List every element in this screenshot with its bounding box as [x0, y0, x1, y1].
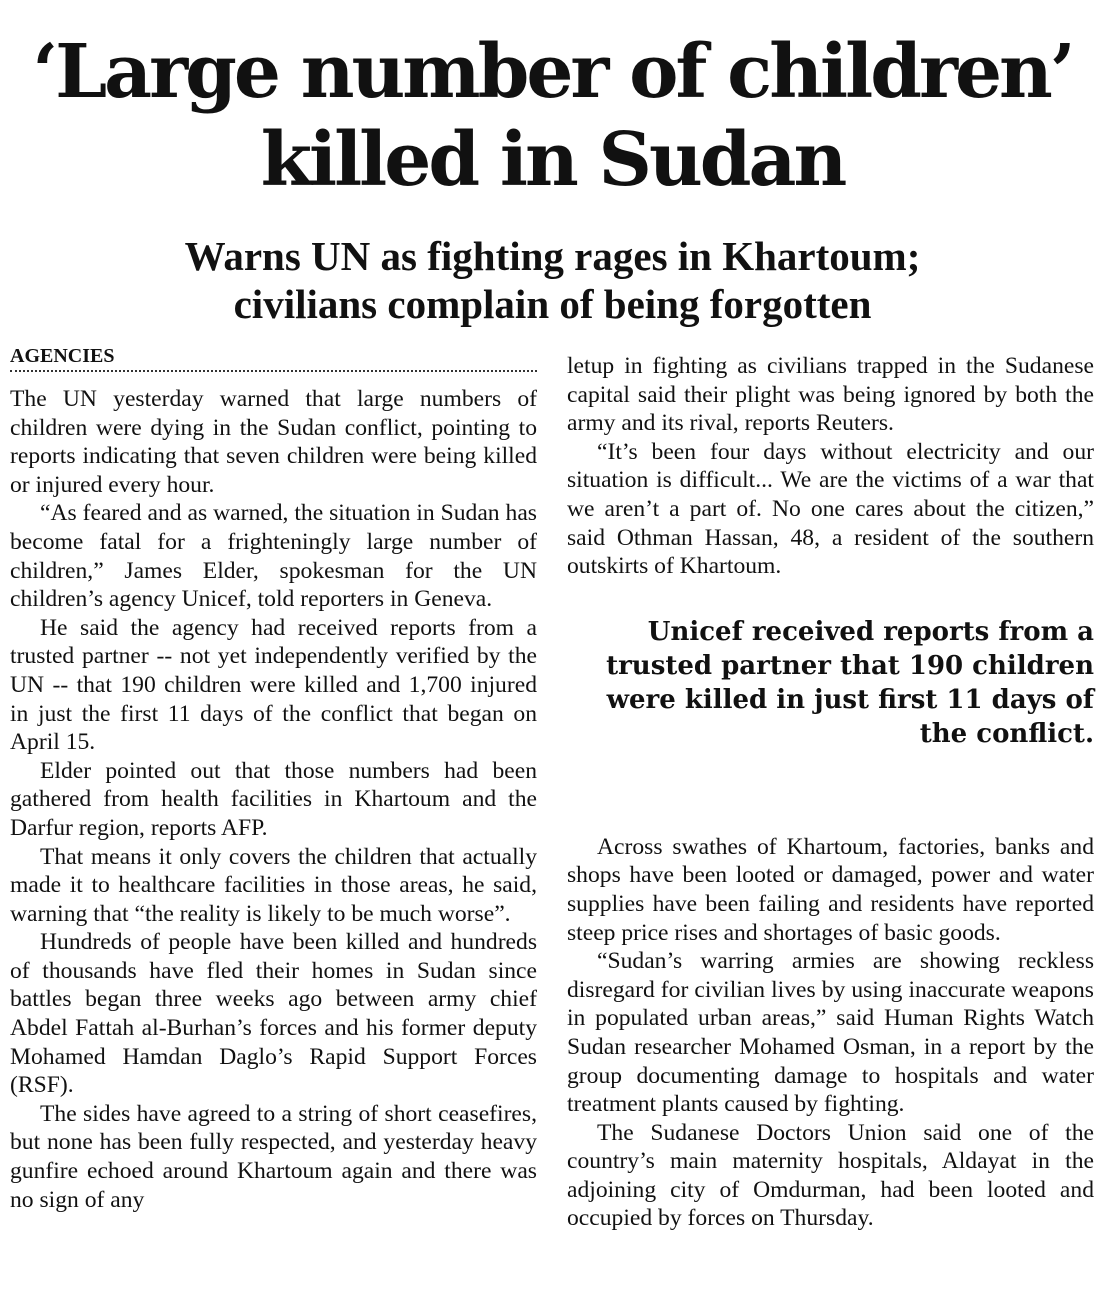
subheadline: [0, 232, 1105, 328]
headline-line-1: ‘Large number of children’: [32, 29, 1073, 115]
body-paragraph: The Sudanese Doctors Union said one of the country’s main maternity hospitals, Aldayat in the adjoining city of Omdurman, had been looted and occupied by forces on Thursday.: [567, 1119, 1094, 1232]
pull-quote: Unicef received reports from a trusted partner that 190 children were killed in just first 11 days of the conflict.: [606, 616, 1094, 749]
column-left: [10, 344, 537, 1214]
headline-line-2: killed in Sudan: [260, 117, 845, 203]
body-paragraph: “Sudan’s warring armies are showing reckless disregard for civilian lives by using inaccurate weapons in populated urban areas,” said Human Rights Watch Sudan researcher Mohamed Osman, in a report by the group documenting damage to hospitals and water treatment plants caused by fighting.: [567, 948, 1094, 1118]
column-right-lower: [567, 833, 1094, 1233]
subheadline-line-1: Warns UN as fighting rages in Khartoum;: [184, 233, 921, 279]
byline: AGENCIES: [10, 344, 537, 372]
headline: [0, 28, 1105, 204]
body-paragraph: He said the agency had received reports from a trusted partner -- not yet independently verified by the UN -- that 190 children were killed and 1,700 injured in just the first 11 days of the conflict that began on April 15.: [10, 614, 537, 756]
body-paragraph: “It’s been four days without electricity and our situation is difficult... We are the victims of a war that we aren’t a part of. No one cares about the citizen,” said Othman Hassan, 48, a resident of the southern outskirts of Khartoum.: [567, 438, 1094, 580]
body-paragraph: “As feared and as warned, the situation in Sudan has become fatal for a frighteningly large number of children,” James Elder, spokesman for the UN children’s agency Unicef, told reporters in Geneva.: [10, 500, 537, 613]
subheadline-line-2: civilians complain of being forgotten: [233, 281, 872, 327]
body-paragraph: That means it only covers the children that actually made it to healthcare facilities in those areas, he said, warning that “the reality is likely to be much worse”.: [10, 843, 537, 927]
body-paragraph: Hundreds of people have been killed and hundreds of thousands have fled their homes in Sudan since battles began three weeks ago between army chief Abdel Fattah al-Burhan’s forces and his former deputy Mohamed Hamdan Daglo’s Rapid Support Forces (RSF).: [10, 929, 537, 1099]
body-paragraph: letup in fighting as civilians trapped in the Sudanese capital said their plight was being ignored by both the army and its rival, reports Reuters.: [567, 353, 1094, 437]
body-paragraph: The UN yesterday warned that large numbers of children were dying in the Sudan conflict, pointing to reports indicating that seven children were being killed or injured every hour.: [10, 386, 537, 498]
body-paragraph: The sides have agreed to a string of short ceasefires, but none has been fully respected, and yesterday heavy gunfire echoed around Khartoum again and there was no sign of any: [10, 1100, 537, 1213]
body-paragraph: Across swathes of Khartoum, factories, banks and shops have been looted or damaged, power and water supplies have been failing and residents have reported steep price rises and shortages of basic goods.: [567, 833, 1094, 946]
column-right: [567, 352, 1094, 1233]
body-paragraph: Elder pointed out that those numbers had been gathered from health facilities in Khartoum and the Darfur region, reports AFP.: [10, 757, 537, 841]
